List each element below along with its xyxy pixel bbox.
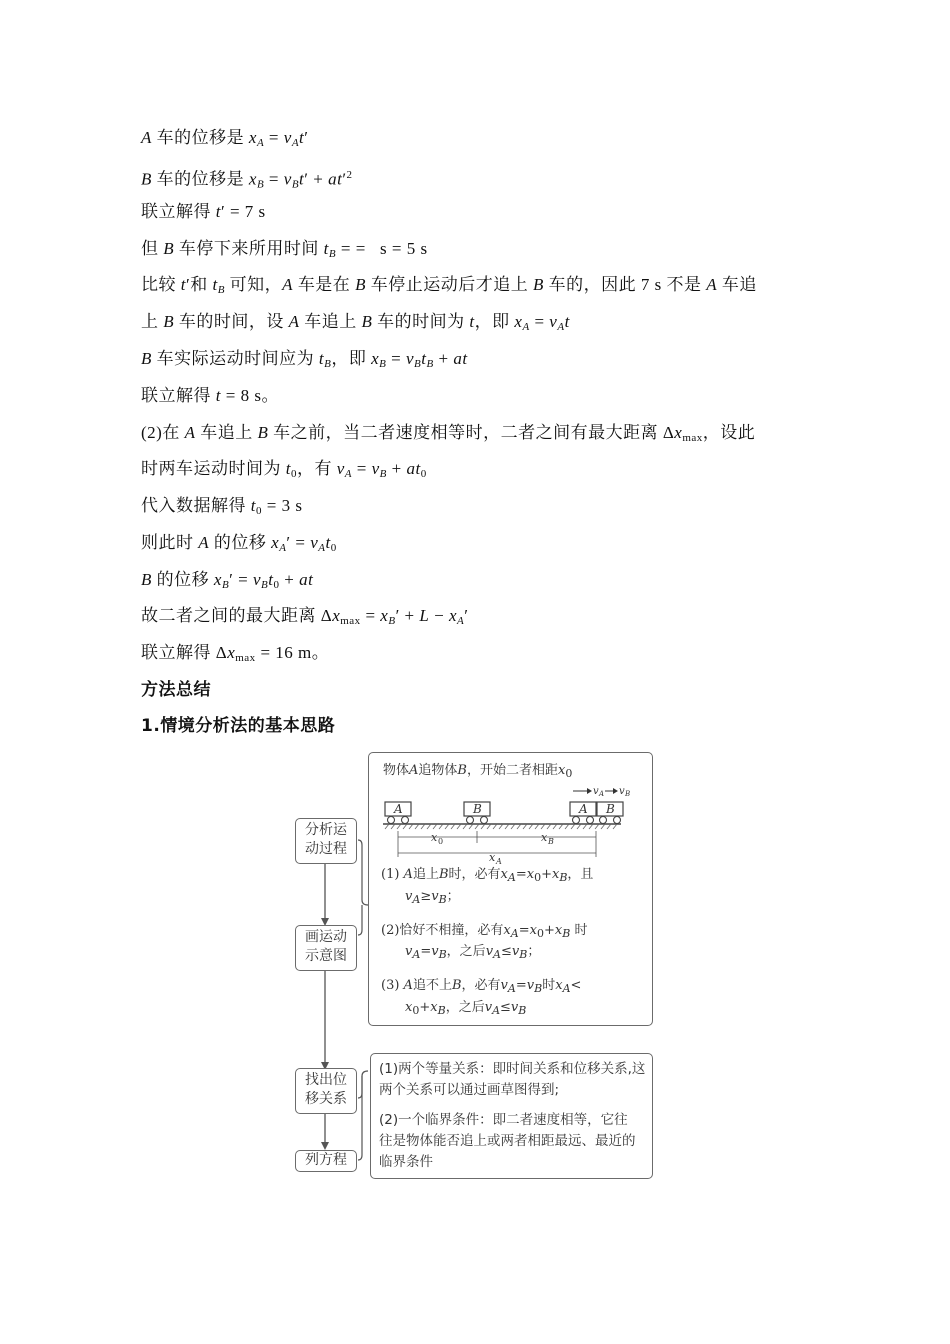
solution-line-11: 代入数据解得 $t_0 = 3$ s — [141, 496, 303, 517]
step-write-equations — [295, 1150, 357, 1172]
condition-1b: $v_A\ge v_B$； — [405, 889, 460, 906]
solution-line-12: 则此时 A 的位移 $x_A' = v_At_0$ — [141, 533, 337, 554]
panel-title: 物体A追物体B，开始二者相距$x_0$ — [383, 763, 573, 780]
subheading: 1.情境分析法的基本思路 — [141, 716, 336, 736]
solution-line-8: 联立解得 t = 8 s。 — [141, 386, 279, 405]
situation-panel — [368, 752, 653, 1026]
solution-line-6: 上 B 车的时间，设 A 车追上 B 车的时间为 t，即 $x_A = v_At$ — [141, 312, 570, 333]
solution-line-4: 但 B 车停下来所用时间 $t_B$ = = s = 5 s — [141, 239, 428, 260]
solution-line-14: 故二者之间的最大距离 $\Delta x_{max} = x_B' + L - x_A'$ — [141, 606, 469, 627]
svg-text:x: x — [489, 851, 496, 864]
solution-line-5: 比较 t′和 $t_B$ 可知，A 车是在 B 车停止运动后才追上 B 车的，因此 7 s 不是 A 车追 — [141, 275, 757, 296]
svg-text:0: 0 — [438, 837, 444, 846]
condition-2: (2)恰好不相撞，必有$x_A=x_0+x_B$ 时 — [381, 923, 588, 940]
method-summary-heading: 方法总结 — [141, 680, 211, 700]
svg-text:A: A — [599, 790, 605, 798]
relations-panel — [370, 1053, 653, 1179]
svg-text:B: B — [473, 802, 482, 816]
step-draw-diagram: 画运动示意图 — [295, 925, 357, 971]
condition-3: (3) A追不上B，必有$v_A=v_B$时$x_A<$ — [381, 978, 582, 995]
solution-line-7: B 车实际运动时间应为 $t_B$，即 $x_B = v_Bt_B$ + at — [141, 349, 468, 370]
step-write-equations-label: 列方程 — [305, 1152, 347, 1168]
solution-line-1: A 车的位移是 $x_A = v_At'$ — [141, 128, 309, 149]
relation-2: (2)一个临界条件：即二者速度相等，它往往是物体能否追上或两者相距最远、最近的临界条件 — [379, 1112, 636, 1170]
svg-text:A: A — [496, 857, 502, 866]
svg-text:x: x — [541, 831, 548, 844]
svg-text:A: A — [579, 802, 588, 816]
solution-line-10: 时两车运动时间为 $t_0$，有 $v_A = v_B + at_0$ — [141, 459, 427, 480]
solution-line-3: 联立解得 t′ = 7 s — [141, 202, 266, 221]
solution-line-9: (2)在 A 车追上 B 车之前，当二者速度相等时，二者之间有最大距离 $\Delta x_{max}$，设此 — [141, 423, 756, 444]
relation-1: (1)两个等量关系：即时间关系和位移关系,这两个关系可以通过画草图得到; — [379, 1061, 646, 1098]
svg-text:x: x — [431, 831, 438, 844]
condition-1: (1) A追上B时，必有$x_A=x_0+x_B$，且 — [381, 867, 594, 884]
svg-text:v: v — [619, 786, 625, 797]
svg-text:B: B — [548, 837, 554, 846]
solution-line-13: B 的位移 $x_B' = v_Bt_0$ + at — [141, 570, 314, 591]
svg-text:A: A — [394, 802, 403, 816]
condition-3b: $x_0+x_B$，之后$v_A\le v_B$ — [405, 1000, 527, 1017]
svg-text:B: B — [606, 802, 615, 816]
svg-text:B: B — [625, 790, 631, 798]
step-find-displacement: 找出位移关系 — [295, 1068, 357, 1114]
step-analyze-motion: 分析运动过程 — [295, 818, 357, 864]
solution-line-2: B 车的位移是 $x_B = v_Bt' + at'^2$ — [141, 169, 353, 191]
solution-line-15: 联立解得 $\Delta x_{max} = 16$ m。 — [141, 643, 330, 664]
condition-2b: $v_A=v_B$，之后$v_A\le v_B$； — [405, 944, 541, 961]
motion-sketch — [369, 783, 652, 873]
flow-diagram — [290, 750, 660, 1190]
svg-text:v: v — [593, 786, 599, 797]
